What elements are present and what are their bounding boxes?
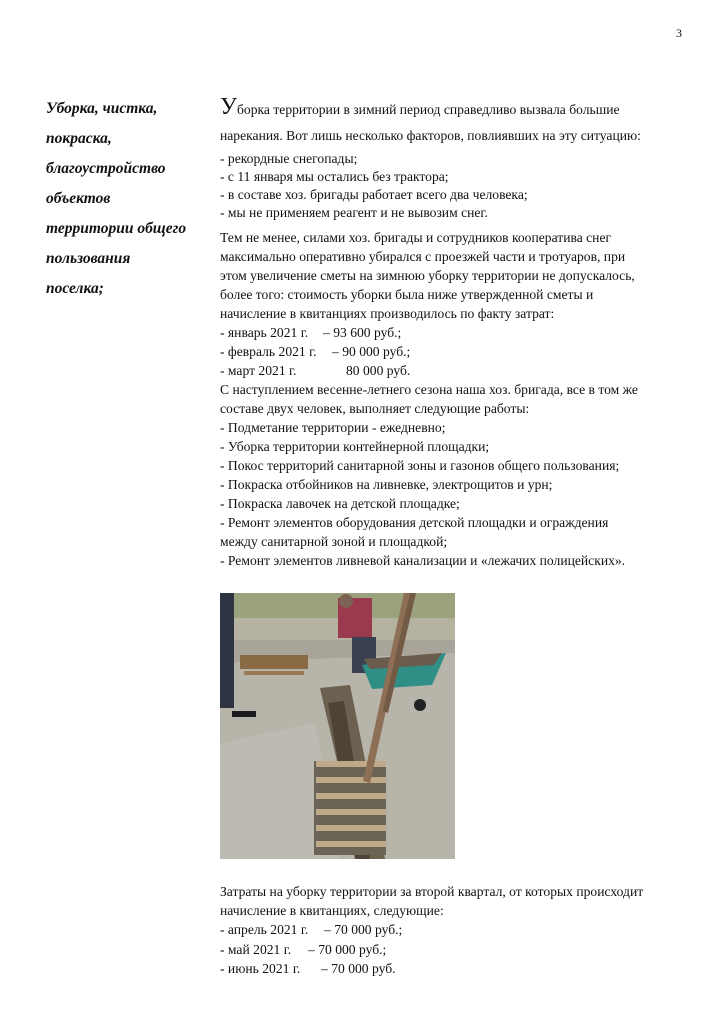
intro-text: борка территории в зимний период справедливо вызвала большие — [237, 102, 620, 117]
heading-line: пользования — [46, 250, 131, 267]
factor-item: - мы не применяем реагент и не вывозим снег. — [220, 205, 488, 220]
paragraph-line: максимально оперативно убирался с проезжей части и тротуаров, при — [220, 249, 626, 264]
cost-amount: – 90 000 руб.; — [332, 344, 411, 359]
paragraph-line: начисление в квитанциях производилось по факту затрат: — [220, 306, 555, 321]
intro-paragraph — [220, 95, 690, 149]
q2-costs-section — [220, 882, 690, 978]
cost-amount: 80 000 руб. — [346, 363, 411, 378]
work-item: между санитарной зоной и площадкой; — [220, 534, 448, 549]
cost-month: - июнь 2021 г. — [220, 960, 301, 976]
heading-line: объектов — [46, 190, 111, 207]
cost-amount: – 70 000 руб. — [321, 960, 396, 976]
paragraph-line: начисление в квитанциях, следующие: — [220, 903, 444, 919]
work-item: - Ремонт элементов оборудования детской площадки и ограждения — [220, 515, 609, 530]
cost-line — [220, 920, 690, 939]
factors-list — [220, 150, 690, 222]
drop-cap: У — [220, 94, 237, 120]
factor-item: - рекордные снегопады; — [220, 151, 358, 166]
paragraph-line: Тем не менее, силами хоз. бригады и сотрудников кооператива снег — [220, 230, 612, 245]
cost-line — [220, 940, 690, 959]
heading-line: покраска, — [46, 130, 112, 147]
cost-month: - апрель 2021 г. — [220, 922, 309, 938]
work-item: - Покраска отбойников на ливневке, электрощитов и урн; — [220, 477, 553, 492]
cost-line — [220, 959, 690, 978]
cost-amount: – 70 000 руб.; — [308, 941, 387, 957]
heading-line: поселка; — [46, 280, 104, 297]
paragraph-line: С наступлением весенне-летнего сезона наша хоз. бригада, все в том же — [220, 382, 638, 397]
work-item: - Покос территорий санитарной зоны и газонов общего пользования; — [220, 458, 620, 473]
winter-section — [220, 228, 690, 570]
work-item: - Покраска лавочек на детской площадке; — [220, 496, 460, 511]
heading-line: Уборка, чистка, — [46, 100, 158, 117]
factor-item: - в составе хоз. бригады работает всего два человека; — [220, 187, 528, 202]
work-item: - Уборка территории контейнерной площадки; — [220, 439, 490, 454]
section-heading — [46, 94, 214, 304]
intro-line: нарекания. Вот лишь несколько факторов, повлиявших на эту ситуацию: — [220, 128, 641, 143]
cost-month: - январь 2021 г. — [220, 325, 309, 340]
cost-line — [220, 342, 690, 361]
heading-line: благоустройство — [46, 160, 166, 177]
drainage-repair-photo — [220, 593, 455, 859]
cost-line — [220, 361, 690, 380]
cost-line — [220, 323, 690, 342]
heading-line: территории общего — [46, 220, 187, 237]
cost-month: - февраль 2021 г. — [220, 344, 317, 359]
work-item: - Ремонт элементов ливневой канализации и «лежачих полицейских». — [220, 553, 626, 568]
paragraph-line: составе двух человек, выполняет следующие работы: — [220, 401, 530, 416]
paragraph-line: Затраты на уборку территории за второй квартал, от которых происходит — [220, 884, 644, 899]
paragraph-line: этом увеличение сметы на зимнюю уборку территории не допускалось, — [220, 268, 635, 283]
work-item: - Подметание территории - ежедневно; — [220, 420, 446, 435]
cost-month: - март 2021 г. — [220, 363, 297, 378]
cost-amount: – 93 600 руб.; — [323, 325, 402, 340]
factor-item: - с 11 января мы остались без трактора; — [220, 169, 449, 184]
page-number: 3 — [676, 26, 682, 40]
cost-amount: – 70 000 руб.; — [324, 922, 403, 938]
cost-month: - май 2021 г. — [220, 941, 292, 957]
intro-line — [220, 95, 690, 123]
paragraph-line: более того: стоимость уборки была ниже утвержденной сметы и — [220, 287, 594, 302]
